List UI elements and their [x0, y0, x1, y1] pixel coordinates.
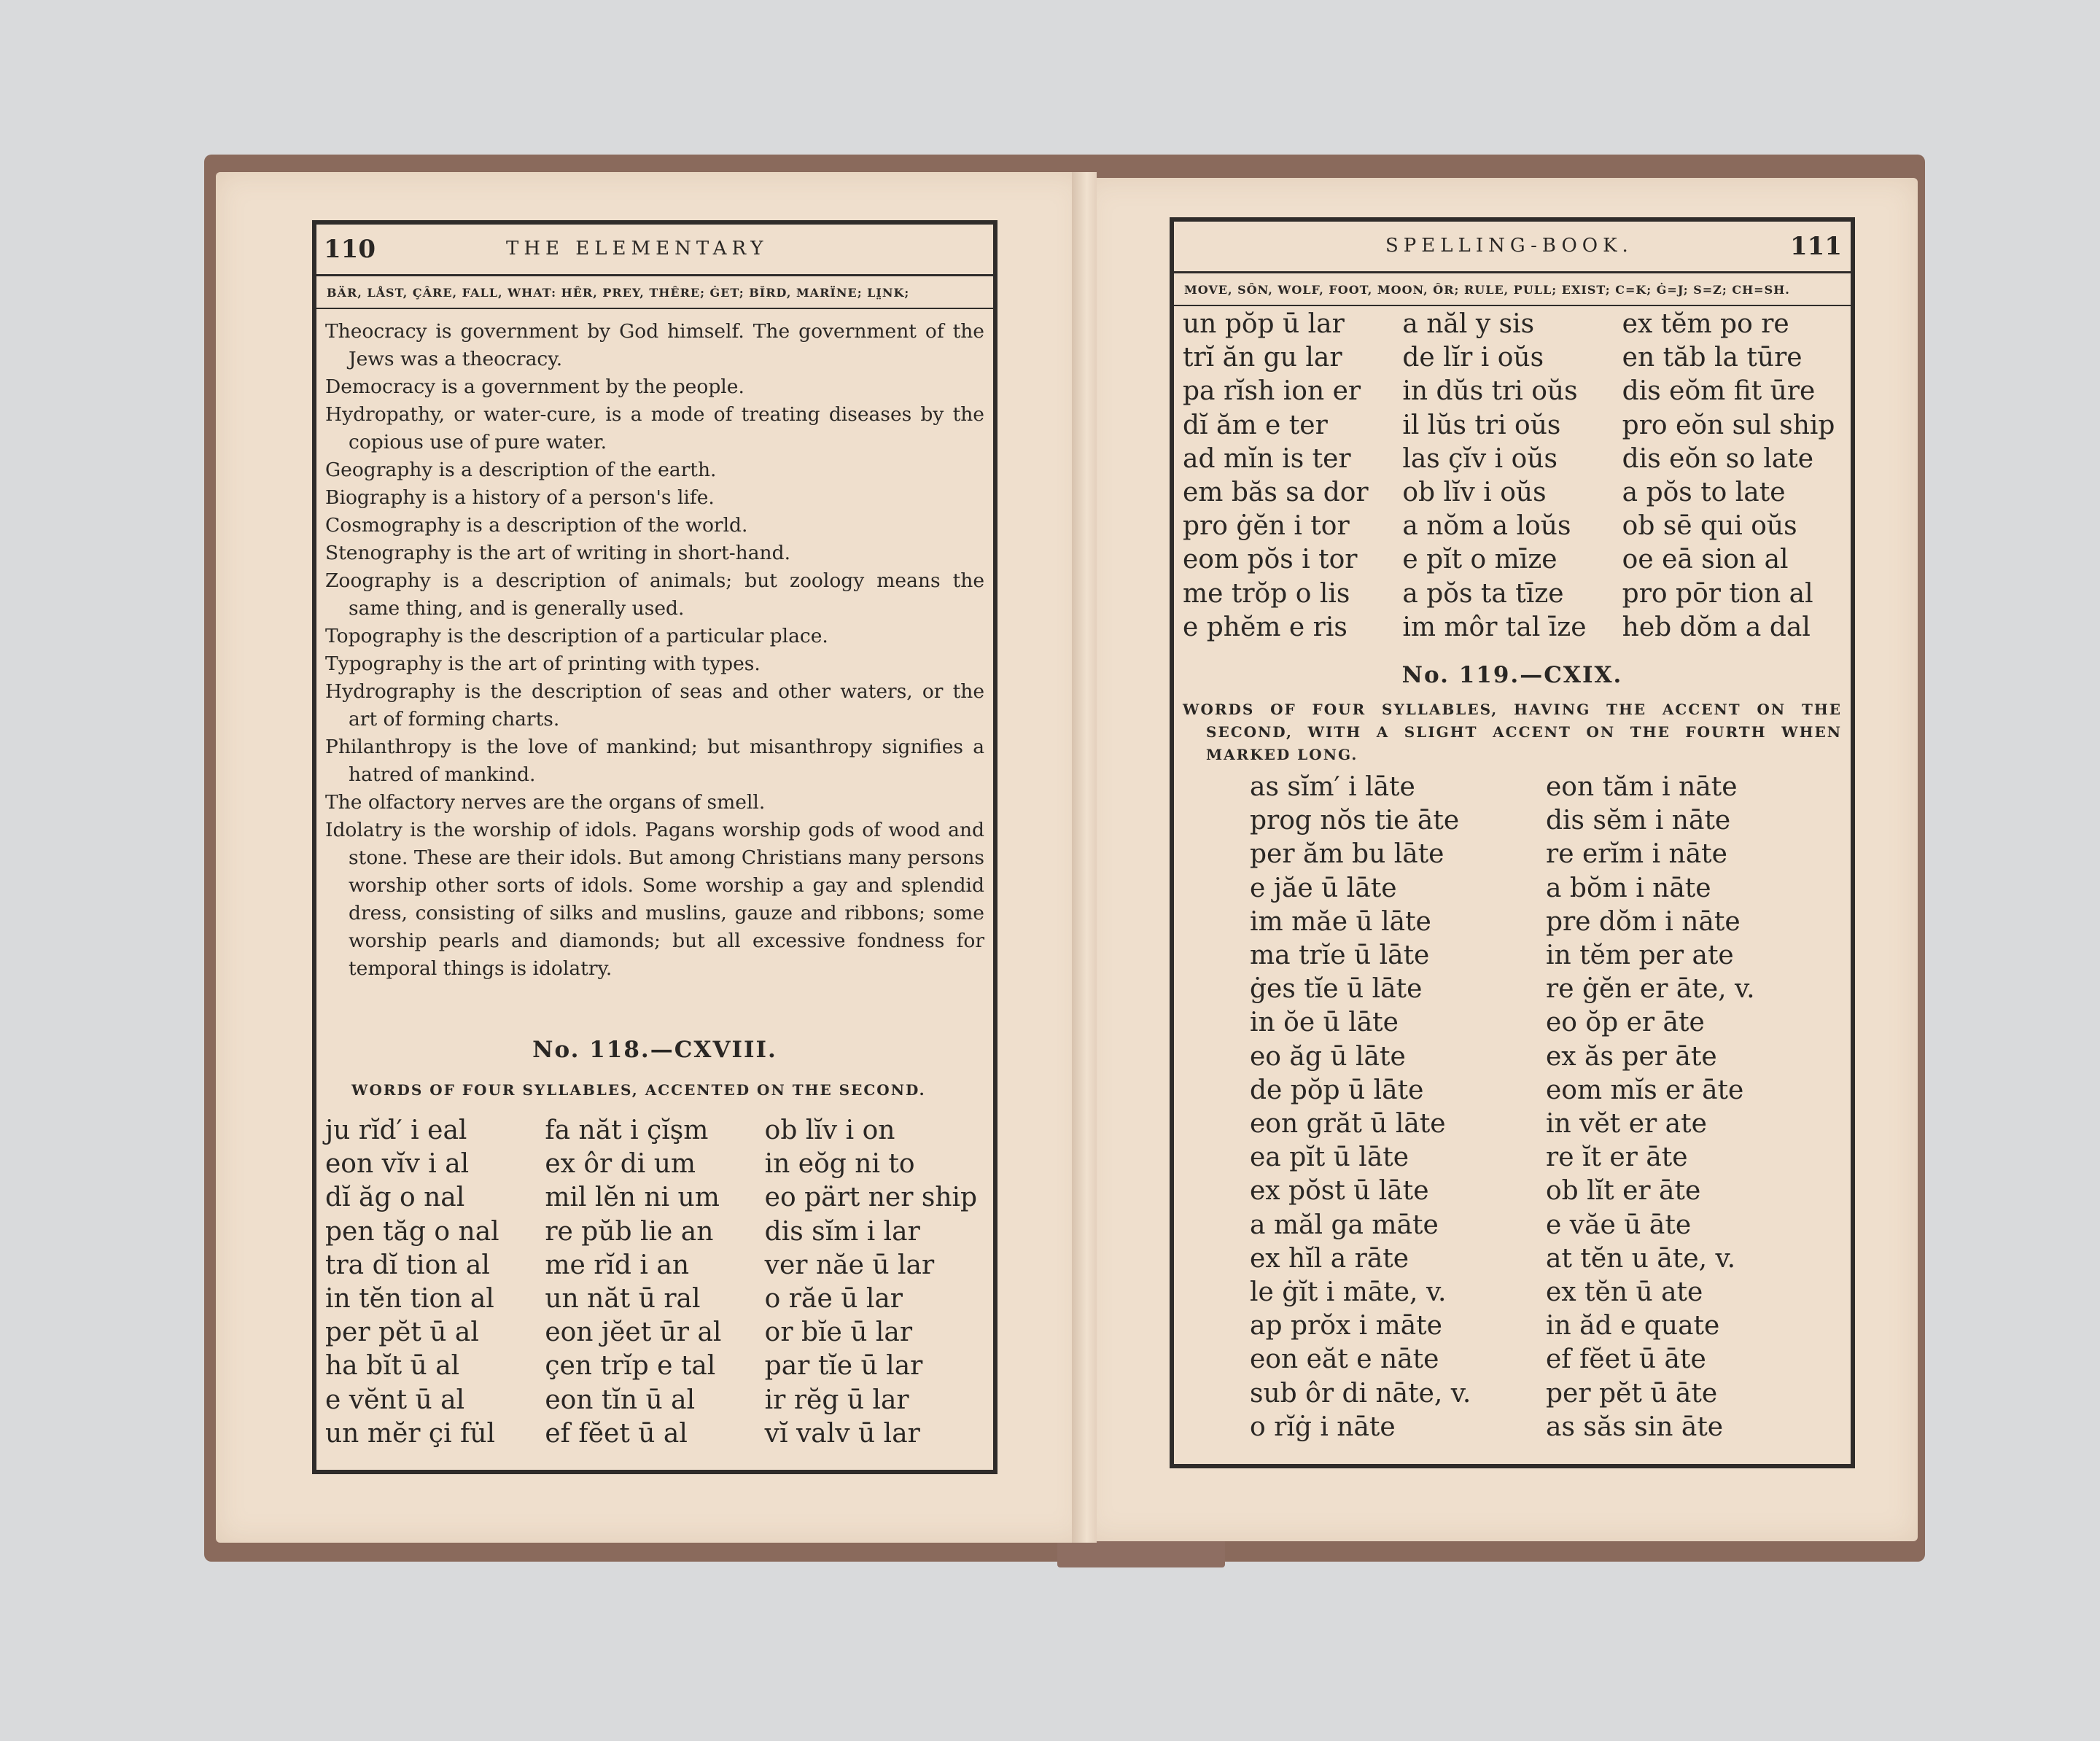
word-cell: ap prŏx i māte	[1250, 1311, 1442, 1341]
word-cell: im môr tal īze	[1402, 612, 1587, 642]
word-cell: eon jĕet ūr al	[545, 1317, 722, 1348]
word-cell: re ĭt er āte	[1546, 1142, 1688, 1173]
word-cell: ex tĕn ū ate	[1546, 1277, 1703, 1308]
definition: The olfactory nerves are the organs of smell.	[325, 791, 766, 814]
word-cell: trĭ ăn gu lar	[1183, 343, 1342, 373]
word-cell: in tĕm per ate	[1546, 940, 1734, 971]
word-cell: per ăm bu lāte	[1250, 839, 1444, 870]
word-cell: eom mĭs er āte	[1546, 1075, 1744, 1105]
book-gutter	[1072, 172, 1097, 1543]
right-page-frame	[1170, 217, 1855, 1468]
word-cell: heb dŏm a dal	[1622, 612, 1811, 642]
running-title: SPELLING-BOOK.	[1385, 235, 1633, 257]
word-cell: oe eā sion al	[1622, 545, 1789, 575]
left-page-frame	[312, 220, 998, 1474]
word-cell: em băs sa dor	[1183, 478, 1369, 508]
word-cell: re ġĕn er āte, v.	[1546, 974, 1755, 1005]
word-cell: a pŏs ta tīze	[1402, 578, 1564, 609]
word-cell: a nŏm a loŭs	[1402, 511, 1571, 542]
word-cell: re erĭm i nāte	[1546, 839, 1727, 870]
word-cell: tra dĭ tion al	[325, 1250, 490, 1280]
word-cell: eon tăm i nāte	[1546, 772, 1738, 802]
definition: Typography is the art of printing with types.	[325, 653, 761, 675]
definition: Topography is the description of a particular place.	[325, 625, 828, 647]
word-cell: prog nŏs tie āte	[1250, 806, 1460, 836]
word-cell: ex pŏst ū lāte	[1250, 1176, 1429, 1207]
word-cell: pro ġĕn i tor	[1183, 511, 1350, 542]
word-cell: eon eăt e nāte	[1250, 1344, 1439, 1375]
word-cell: ob sē qui oŭs	[1622, 511, 1797, 542]
word-cell: vĭ valv ū lar	[764, 1418, 920, 1449]
word-cell: o răe ū lar	[764, 1284, 903, 1314]
word-cell: un mĕr çi fu̇l	[325, 1418, 496, 1449]
definition: Biography is a history of a person's life.	[325, 486, 715, 509]
word-cell: en tăb la tūre	[1622, 343, 1802, 373]
word-cell: un năt ū ral	[545, 1284, 701, 1314]
definition: Geography is a description of the earth.	[325, 459, 717, 481]
word-cell: im măe ū lāte	[1250, 906, 1431, 937]
word-cell: un pŏp ū lar	[1183, 309, 1345, 339]
word-cell: ef fĕet ū al	[545, 1418, 688, 1449]
word-cell: las çĭv i oŭs	[1402, 443, 1558, 474]
word-cell: pen tăg o nal	[325, 1216, 499, 1247]
word-cell: o rĭġ i nāte	[1250, 1411, 1396, 1442]
word-cell: ju rĭd′ i eal	[325, 1115, 467, 1145]
word-cell: a bŏm i nāte	[1546, 873, 1711, 903]
word-cell: e jăe ū lāte	[1250, 873, 1397, 903]
word-cell: a măl ga māte	[1250, 1210, 1439, 1240]
word-cell: ea pĭt ū lāte	[1250, 1142, 1409, 1173]
word-cell: fa năt i çĭşm	[545, 1115, 709, 1145]
word-cell: or bĭe ū lar	[764, 1317, 913, 1348]
word-cell: per pĕt ū al	[325, 1317, 479, 1348]
word-cell: ma trĭe ū lāte	[1250, 940, 1430, 971]
pronunciation-key: BÄR, LÅST, ÇÂRE, FALL, WHAT: HÊR, PREY, THÊRE; ĠET; BĬRD, MARÏNE; LI̤NK;	[316, 279, 993, 309]
pronunciation-key: MOVE, SÔN, WOLF, FOOT, MOON, ÔR; RULE, PULL; EXIST; C=K; Ġ=J; S=Z; CH=SH.	[1174, 276, 1851, 306]
definition: Stenography is the art of writing in short-hand.	[325, 542, 790, 564]
word-cell: de lĭr i oŭs	[1402, 343, 1544, 373]
word-cell: me rĭd i an	[545, 1250, 690, 1280]
definition: Philanthropy is the love of mankind; but misanthropy signifies a hatred of mankind.	[325, 736, 984, 786]
lesson-title: No. 118.—CXVIII.	[532, 1037, 777, 1063]
word-cell: ex hĭl a rāte	[1250, 1243, 1409, 1274]
word-cell: eo ăg ū lāte	[1250, 1041, 1406, 1072]
word-cell: ob lĭv i oŭs	[1402, 478, 1547, 508]
word-cell: çen trĭp e tal	[545, 1351, 716, 1382]
word-cell: in ŏe ū lāte	[1250, 1008, 1399, 1038]
word-cell: sub ôr di nāte, v.	[1250, 1378, 1471, 1409]
word-cell: pre dŏm i nāte	[1546, 906, 1741, 937]
word-cell: ex ôr di um	[545, 1149, 696, 1180]
definition: Democracy is a government by the people.	[325, 375, 744, 398]
word-cell: ha bĭt ū al	[325, 1351, 460, 1382]
word-table	[325, 1114, 984, 1451]
word-cell: eon tĭn ū al	[545, 1384, 696, 1415]
word-cell: eom pŏs i tor	[1183, 545, 1358, 575]
word-cell: in eŏg ni to	[764, 1149, 915, 1180]
word-cell: as sĭm′ i lāte	[1250, 772, 1415, 802]
word-cell: ad mĭn is ter	[1183, 443, 1351, 474]
word-cell: in tĕn tion al	[325, 1284, 494, 1314]
lesson-118	[325, 1037, 984, 1451]
definition: Hydrography is the description of seas and other waters, or the art of forming charts.	[325, 680, 984, 731]
definition: Hydropathy, or water-cure, is a mode of treating diseases by the copious use of pure water.	[325, 403, 984, 453]
word-cell: as săs sin āte	[1546, 1411, 1724, 1442]
word-cell: e vĕnt ū al	[325, 1384, 465, 1415]
word-cell: at tĕn u āte, v.	[1546, 1243, 1736, 1274]
definition: Idolatry is the worship of idols. Pagans worship gods of wood and stone. These are their idols. But among Christians many persons worship other sorts of idols. Some worship a gay and splendid dress, consisting of silks and muslins, gauze and ribbons; some worship pearls and diamonds; but all excessive fondness for temporal things is idolatry.	[325, 819, 984, 980]
word-cell: re pŭb lie an	[545, 1216, 714, 1247]
word-cell: eon grăt ū lāte	[1250, 1109, 1446, 1140]
lesson-caption: WORDS OF FOUR SYLLABLES, HAVING THE ACCENT ON THE SECOND, WITH A SLIGHT ACCENT ON THE FOURTH WHEN MARKED LONG.	[1183, 701, 1842, 763]
definitions-list	[325, 318, 984, 983]
word-cell: dis eŏn so late	[1622, 443, 1814, 474]
word-cell: pro pōr tion al	[1622, 578, 1813, 609]
word-cell: dis eŏm fit ūre	[1622, 376, 1816, 407]
running-head	[1174, 222, 1851, 273]
lesson-caption: WORDS OF FOUR SYLLABLES, ACCENTED ON THE SECOND.	[351, 1081, 926, 1099]
word-cell: eon vĭv i al	[325, 1149, 470, 1180]
word-cell: e phĕm e ris	[1183, 612, 1348, 642]
page-number: 111	[1790, 232, 1842, 261]
word-cell: e pĭt o mīze	[1402, 545, 1558, 575]
word-cell: eo pärt ner ship	[764, 1183, 978, 1213]
word-cell: dĭ ăm e ter	[1183, 410, 1328, 440]
word-cell: dĭ ăg o nal	[325, 1183, 465, 1213]
word-cell: ġes tĭe ū lāte	[1250, 974, 1423, 1005]
word-cell: ver năe ū lar	[764, 1250, 935, 1280]
book-spine	[1057, 1538, 1225, 1567]
word-cell: ir rĕg ū lar	[764, 1384, 909, 1415]
running-title: THE ELEMENTARY	[506, 238, 769, 260]
word-cell: pa rĭsh ion er	[1183, 376, 1361, 407]
definition: Theocracy is government by God himself. The government of the Jews was a theocracy.	[325, 320, 984, 370]
word-table	[1183, 771, 1842, 1444]
word-cell: mil lĕn ni um	[545, 1183, 720, 1213]
word-cell: de pŏp ū lāte	[1250, 1075, 1424, 1105]
lesson-title: No. 119.—CXIX.	[1401, 662, 1623, 688]
word-cell: per pĕt ū āte	[1546, 1378, 1718, 1409]
definition: Zoography is a description of animals; but zoology means the same thing, and is generally used.	[325, 569, 984, 620]
word-cell: eo ŏp er āte	[1546, 1008, 1705, 1038]
word-cell: pro eŏn sul ship	[1622, 410, 1835, 440]
running-head	[316, 225, 993, 276]
word-cell: dis sĭm i lar	[764, 1216, 920, 1247]
word-cell: ob lĭt er āte	[1546, 1176, 1701, 1207]
page-number: 110	[324, 235, 376, 264]
lesson-119	[1183, 662, 1842, 1444]
word-cell: ex tĕm po re	[1622, 309, 1789, 339]
word-cell: a pŏs to late	[1622, 478, 1786, 508]
word-cell: dis sĕm i nāte	[1546, 806, 1731, 836]
word-table	[1183, 308, 1842, 644]
word-cell: a năl y sis	[1402, 309, 1535, 339]
word-cell: ef fĕet ū āte	[1546, 1344, 1706, 1375]
word-cell: e văe ū āte	[1546, 1210, 1692, 1240]
word-cell: par tĭe ū lar	[764, 1351, 923, 1382]
word-cell: in dŭs tri oŭs	[1402, 376, 1578, 407]
word-cell: ob lĭv i on	[764, 1115, 895, 1145]
definition: Cosmography is a description of the world.	[325, 514, 748, 537]
word-cell: me trŏp o lis	[1183, 578, 1350, 609]
word-cell: il lŭs tri oŭs	[1402, 410, 1561, 440]
word-cell: in ăd e quate	[1546, 1311, 1720, 1341]
word-cell: le ġĭt i māte, v.	[1250, 1277, 1447, 1308]
word-cell: in vĕt er ate	[1546, 1109, 1707, 1140]
word-cell: ex ăs per āte	[1546, 1041, 1717, 1072]
